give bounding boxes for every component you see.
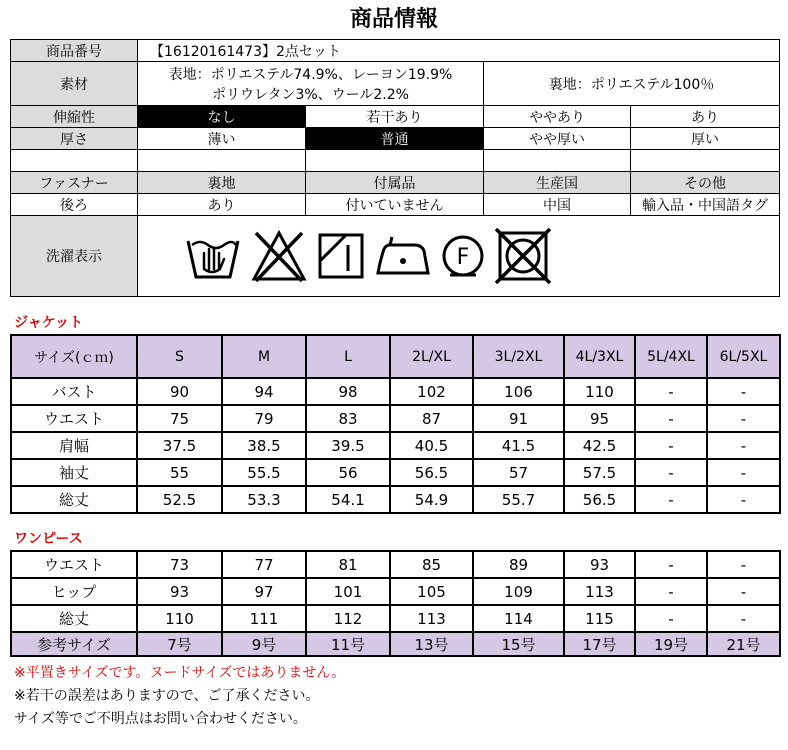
- size-value: 57.5: [564, 459, 635, 486]
- reference-size-value: 15号: [473, 632, 564, 656]
- size-value: 42.5: [564, 432, 635, 459]
- size-value: -: [707, 578, 780, 605]
- fastener-header: ファスナー: [11, 172, 138, 194]
- size-value: -: [707, 551, 780, 578]
- table-row: [11, 605, 780, 632]
- lining-value: あり: [138, 194, 306, 216]
- table-row: [11, 405, 780, 432]
- thickness-label: 厚さ: [11, 128, 138, 150]
- stretch-option: あり: [631, 106, 780, 128]
- row-label: ウエスト: [11, 405, 137, 432]
- material-label: 素材: [11, 62, 138, 106]
- size-value: 111: [222, 605, 306, 632]
- empty-cell: [484, 150, 631, 172]
- size-header: M: [222, 335, 306, 378]
- empty-cell: [11, 150, 138, 172]
- size-value: 38.5: [222, 432, 306, 459]
- size-value: 109: [473, 578, 564, 605]
- size-value: 89: [473, 551, 564, 578]
- row-label: バスト: [11, 378, 137, 405]
- notes: [14, 662, 345, 731]
- size-value: 106: [473, 378, 564, 405]
- size-value: 97: [222, 578, 306, 605]
- size-value: -: [707, 605, 780, 632]
- size-value: 56.5: [564, 486, 635, 513]
- dry-clean-letter: F: [456, 245, 470, 270]
- thickness-option: 普通: [306, 128, 484, 150]
- other-header: その他: [631, 172, 780, 194]
- dry-clean-f-icon: [440, 233, 486, 279]
- size-value: -: [635, 578, 707, 605]
- size-value: 90: [137, 378, 222, 405]
- origin-value: 中国: [484, 194, 631, 216]
- row-label: ウエスト: [11, 551, 137, 578]
- size-header: 3L/2XL: [473, 335, 564, 378]
- jacket-section-title: ジャケット: [14, 315, 84, 331]
- size-value: 105: [390, 578, 473, 605]
- note-line-2: ※若干の誤差はありますので、ご了承ください。: [14, 688, 320, 704]
- size-value: -: [635, 551, 707, 578]
- size-value: 79: [222, 405, 306, 432]
- size-header: 5L/4XL: [635, 335, 707, 378]
- size-value: 102: [390, 378, 473, 405]
- size-value: 83: [306, 405, 390, 432]
- accessories-value: 付いていません: [306, 194, 484, 216]
- material-lining: 裏地：ポリエステル100％: [484, 62, 780, 106]
- size-value: -: [635, 432, 707, 459]
- material-outer-line1: 表地：ポリエステル74.9%、レーヨン19.9%: [168, 66, 453, 83]
- stretch-option: ややあり: [484, 106, 631, 128]
- size-value: 94: [222, 378, 306, 405]
- table-row: [11, 459, 780, 486]
- other-value: 輸入品・中国語タグ: [631, 194, 780, 216]
- empty-cell: [306, 150, 484, 172]
- size-value: -: [635, 605, 707, 632]
- size-value: -: [707, 486, 780, 513]
- size-value: 55.5: [222, 459, 306, 486]
- note-line-1: ※平置きサイズです。ヌードサイズではありません。: [14, 665, 346, 681]
- reference-size-value: 11号: [306, 632, 390, 656]
- size-value: 87: [390, 405, 473, 432]
- size-header-label: サイズ(ｃｍ): [11, 335, 137, 378]
- stretch-option: なし: [138, 106, 306, 128]
- size-value: 112: [306, 605, 390, 632]
- size-value: 93: [137, 578, 222, 605]
- hand-wash-tub-icon: [184, 227, 242, 285]
- size-value: 101: [306, 578, 390, 605]
- size-value: 93: [564, 551, 635, 578]
- table-row: [11, 432, 780, 459]
- no-bleach-icon: [250, 227, 308, 285]
- table-row: [11, 378, 780, 405]
- row-label: 総丈: [11, 486, 137, 513]
- stretch-option: 若干あり: [306, 106, 484, 128]
- row-label: 肩幅: [11, 432, 137, 459]
- size-value: -: [635, 405, 707, 432]
- size-value: 81: [306, 551, 390, 578]
- size-value: 115: [564, 605, 635, 632]
- size-value: -: [635, 459, 707, 486]
- note-line-3: サイズ等でご不明点はお問い合わせください。: [14, 711, 307, 727]
- row-label: 総丈: [11, 605, 137, 632]
- stretch-label: 伸縮性: [11, 106, 138, 128]
- size-value: 37.5: [137, 432, 222, 459]
- size-value: 73: [137, 551, 222, 578]
- accessories-header: 付属品: [306, 172, 484, 194]
- dress-section-title: ワンピース: [14, 531, 83, 547]
- row-label: 袖丈: [11, 459, 137, 486]
- reference-size-value: 9号: [222, 632, 306, 656]
- wash-icons: [138, 216, 780, 297]
- size-value: 57: [473, 459, 564, 486]
- empty-cell: [138, 150, 306, 172]
- reference-size-row: [11, 632, 780, 656]
- reference-size-label: 参考サイズ: [11, 632, 137, 656]
- material-outer-line2: ポリウレタン3%、ウール2.2%: [212, 86, 409, 103]
- size-value: 91: [473, 405, 564, 432]
- size-value: 113: [564, 578, 635, 605]
- empty-cell: [631, 150, 780, 172]
- size-value: 56: [306, 459, 390, 486]
- material-outer: [138, 62, 484, 106]
- product-number-value: 【16120161473】2点セット: [138, 40, 780, 62]
- size-value: 39.5: [306, 432, 390, 459]
- product-number-label: 商品番号: [11, 40, 138, 62]
- size-value: 40.5: [390, 432, 473, 459]
- size-header: 2L/XL: [390, 335, 473, 378]
- table-row: [11, 486, 780, 513]
- size-value: 54.1: [306, 486, 390, 513]
- no-tumble-dry-icon: [494, 227, 552, 285]
- size-value: 53.3: [222, 486, 306, 513]
- dress-size-table: [10, 550, 781, 657]
- thickness-option: 厚い: [631, 128, 780, 150]
- product-info-table: [10, 39, 780, 297]
- reference-size-value: 7号: [137, 632, 222, 656]
- size-header: 4L/3XL: [564, 335, 635, 378]
- size-value: 75: [137, 405, 222, 432]
- fastener-value: 後ろ: [11, 194, 138, 216]
- size-value: -: [635, 378, 707, 405]
- size-value: -: [635, 486, 707, 513]
- size-value: -: [707, 378, 780, 405]
- size-value: -: [707, 405, 780, 432]
- reference-size-value: 19号: [635, 632, 707, 656]
- thickness-option: 薄い: [138, 128, 306, 150]
- size-value: -: [707, 432, 780, 459]
- jacket-size-table: [10, 334, 781, 514]
- table-row: [11, 578, 780, 605]
- reference-size-value: 21号: [707, 632, 780, 656]
- page-title: 商品情報: [349, 7, 438, 32]
- size-value: -: [707, 459, 780, 486]
- size-value: 54.9: [390, 486, 473, 513]
- reference-size-value: 13号: [390, 632, 473, 656]
- table-row: [11, 551, 780, 578]
- size-value: 85: [390, 551, 473, 578]
- size-value: 55: [137, 459, 222, 486]
- origin-header: 生産国: [484, 172, 631, 194]
- lining-header: 裏地: [138, 172, 306, 194]
- size-header: 6L/5XL: [707, 335, 780, 378]
- low-iron-icon: [374, 231, 432, 281]
- size-value: 77: [222, 551, 306, 578]
- size-header: S: [137, 335, 222, 378]
- wash-label: 洗濯表示: [11, 216, 138, 297]
- thickness-option: やや厚い: [484, 128, 631, 150]
- size-value: 113: [390, 605, 473, 632]
- row-label: ヒップ: [11, 578, 137, 605]
- reference-size-value: 17号: [564, 632, 635, 656]
- size-header: L: [306, 335, 390, 378]
- size-value: 55.7: [473, 486, 564, 513]
- size-value: 110: [137, 605, 222, 632]
- size-value: 114: [473, 605, 564, 632]
- size-value: 52.5: [137, 486, 222, 513]
- size-value: 41.5: [473, 432, 564, 459]
- size-value: 95: [564, 405, 635, 432]
- size-value: 56.5: [390, 459, 473, 486]
- line-dry-icon: [316, 231, 366, 281]
- size-value: 110: [564, 378, 635, 405]
- size-value: 98: [306, 378, 390, 405]
